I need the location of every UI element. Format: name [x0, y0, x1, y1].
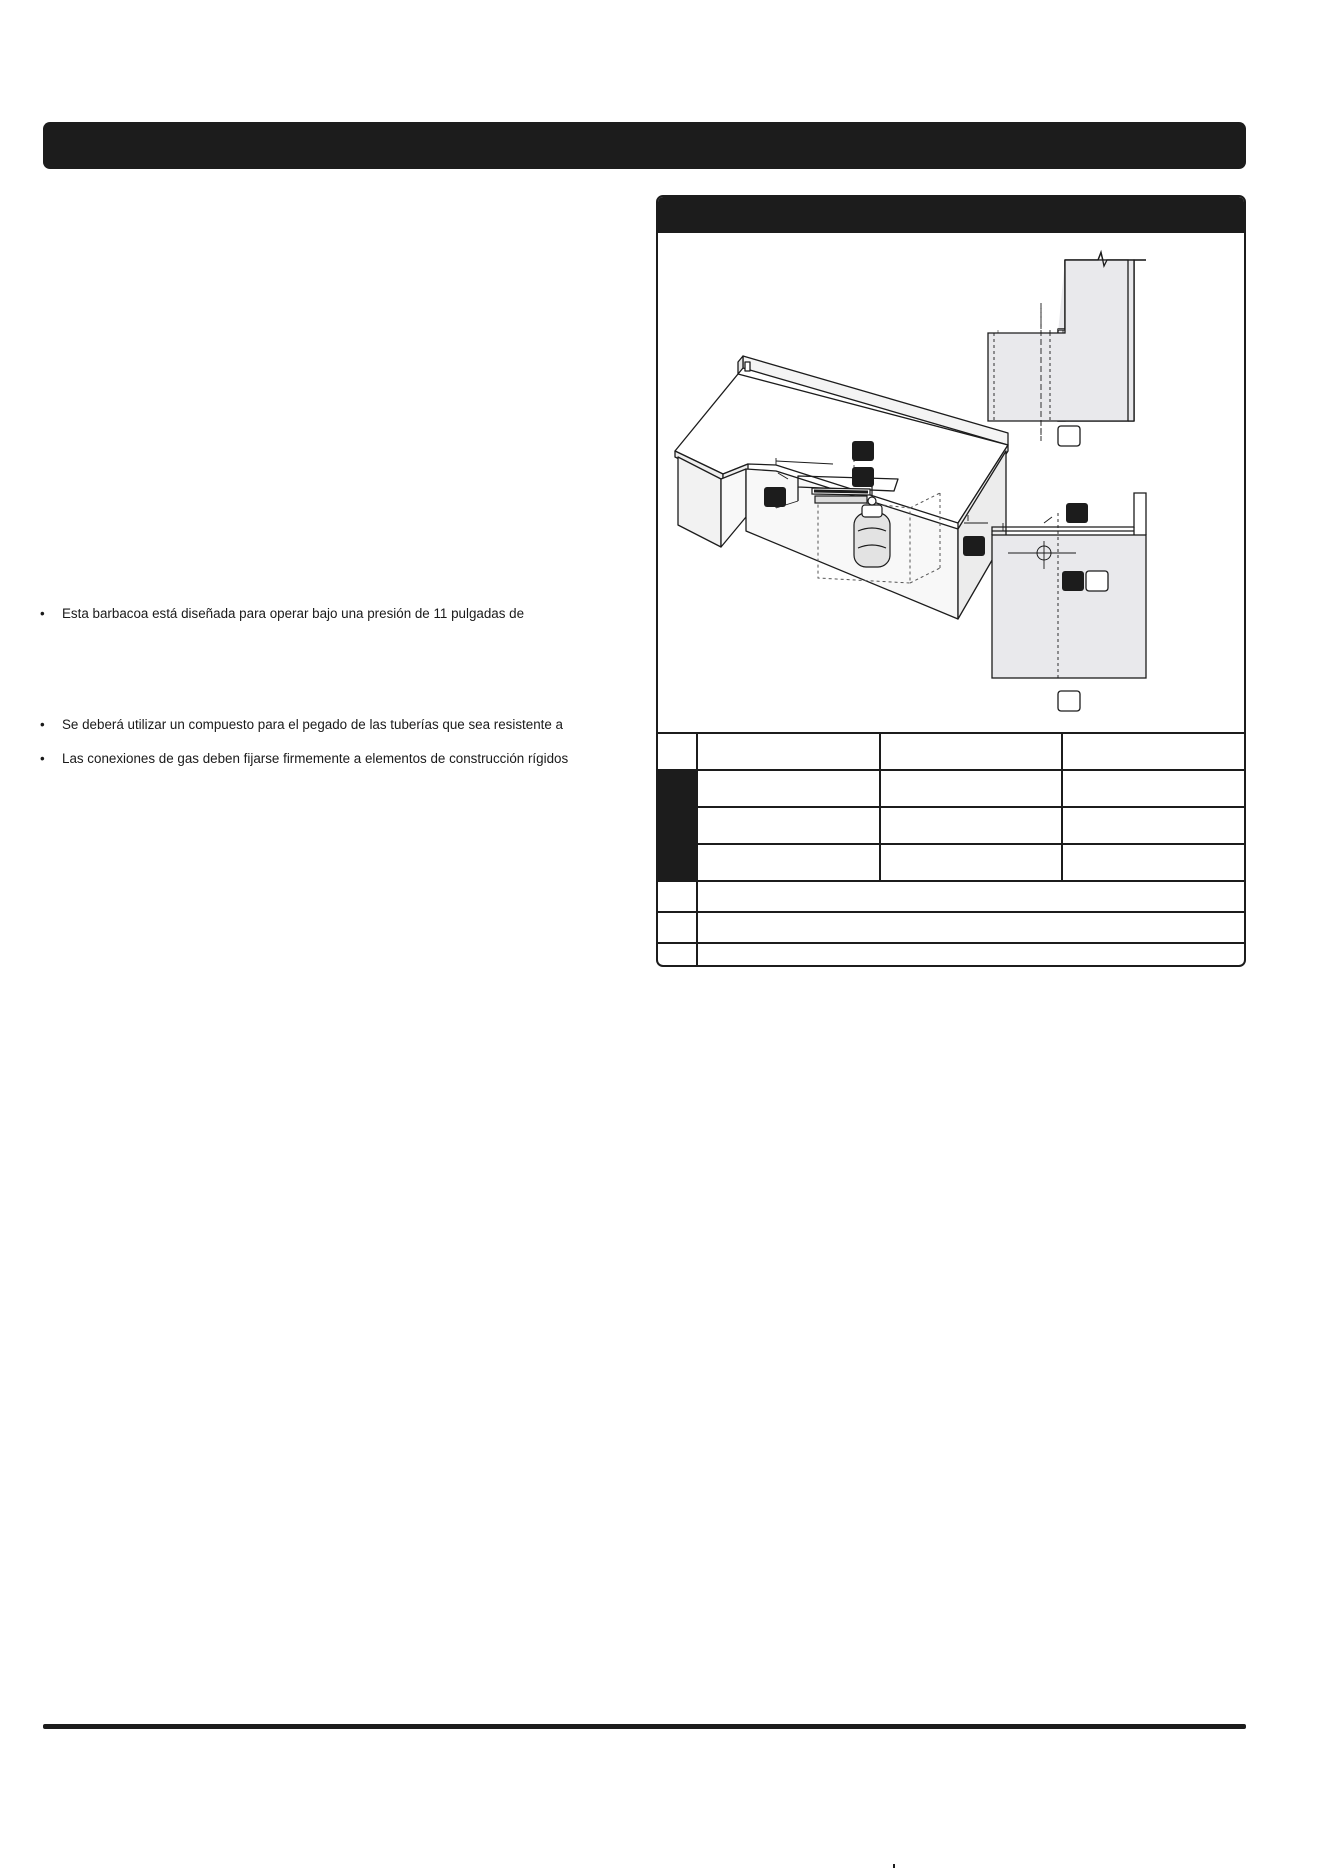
crop-mark — [893, 1864, 895, 1868]
bullet-text: Esta barbacoa está diseñada para operar bajo una presión de 11 pulgadas de — [62, 606, 525, 621]
callout-b — [852, 467, 874, 487]
bullet-dot: • — [40, 717, 45, 732]
bullet-item-pressure — [40, 605, 524, 623]
footer-rule — [43, 1724, 1246, 1729]
installation-diagram — [658, 233, 1244, 732]
dimension-table — [658, 732, 1244, 967]
row-key-cell — [658, 770, 697, 807]
bullet-dot: • — [40, 606, 45, 621]
table-note-row — [658, 912, 1244, 943]
section-header-bar — [43, 122, 1246, 169]
bullet-dot: • — [40, 751, 45, 766]
elevation-panel — [988, 252, 1146, 441]
bullet-text: Las conexiones de gas deben fijarse firmemente a elementos de construcción rígidos — [62, 751, 569, 766]
callout-c — [852, 441, 874, 461]
row-key-cell — [658, 844, 697, 881]
bullet-text: Se deberá utilizar un compuesto para el pegado de las tuberías que sea resistente a — [62, 717, 563, 732]
grill-insert — [812, 488, 870, 503]
bullet-item-gas-connections — [40, 750, 568, 768]
callout-plan-c — [1066, 503, 1088, 523]
figure-panel — [656, 195, 1246, 967]
table-header-row — [658, 733, 1244, 770]
table-row — [658, 844, 1244, 881]
callout-plan-b-box — [1086, 571, 1108, 591]
callout-view-label-top — [1058, 426, 1080, 446]
table-note-row — [658, 881, 1244, 912]
bullet-item-pipe-compound — [40, 716, 563, 734]
callout-plan-a — [963, 536, 985, 556]
callout-plan-b — [1062, 571, 1084, 591]
table-row — [658, 770, 1244, 807]
table-note-row — [658, 943, 1244, 967]
callout-a — [764, 487, 786, 507]
row-key-cell — [658, 807, 697, 844]
figure-header-bar — [658, 197, 1244, 233]
table-row — [658, 807, 1244, 844]
callout-view-label-bottom — [1058, 691, 1080, 711]
